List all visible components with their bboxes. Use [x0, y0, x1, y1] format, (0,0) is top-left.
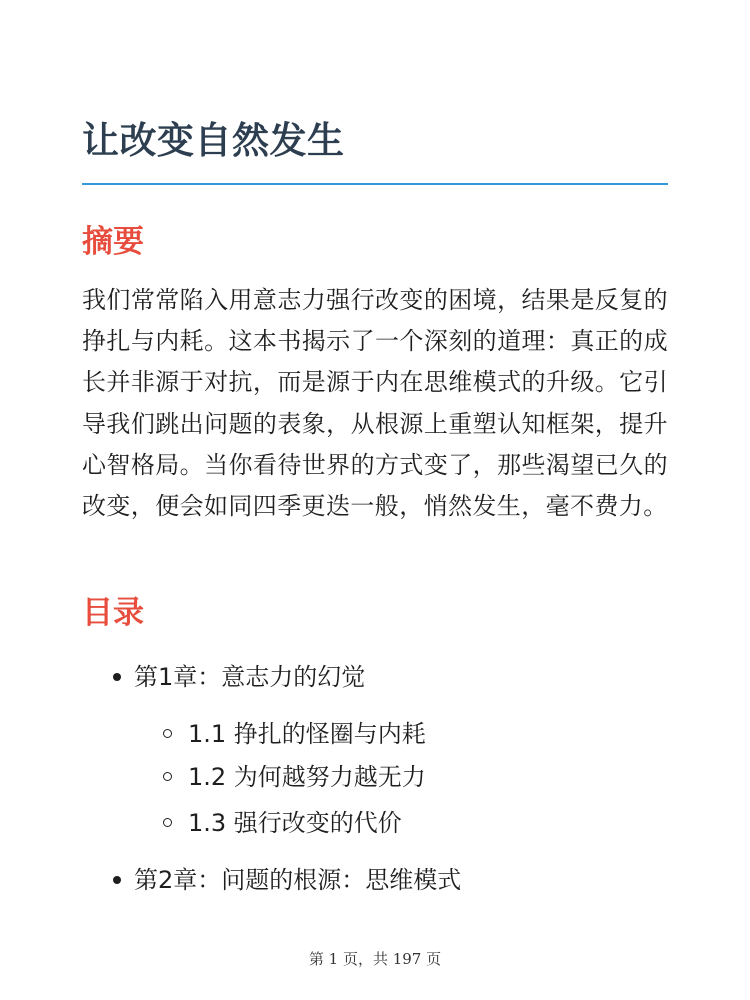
toc-section-1-3[interactable]: 1.3 强行改变的代价	[188, 809, 402, 837]
summary-paragraph: 我们常常陷入用意志力强行改变的困境，结果是反复的挣扎与内耗。这本书揭示了一个深刻的道理：真正的成长并非源于对抗，而是源于内在思维模式的升级。它引导我们跳出问题的表象，从根源上重塑认知框架，提升心智格局。当你看待世界的方式变了，那些渴望已久的改变，便会如同四季更迭一般，悄然发生，毫不费力。	[82, 286, 668, 521]
toc-section-1-2[interactable]: 1.2 为何越努力越无力	[188, 763, 426, 791]
toc-chapter-2[interactable]: 第2章：问题的根源：思维模式	[134, 866, 462, 894]
bullet-dot-icon	[113, 673, 121, 681]
page-title: 让改变自然发生	[82, 119, 345, 162]
page-number: 第 1 页，共 197 页	[308, 950, 442, 968]
bullet-dot-icon	[113, 876, 121, 884]
bullet-circle-icon	[163, 729, 172, 738]
bullet-circle-icon	[163, 818, 172, 827]
toc-chapter-1[interactable]: 第1章：意志力的幻觉	[134, 663, 366, 691]
toc-heading: 目录	[82, 595, 144, 631]
summary-heading: 摘要	[82, 224, 144, 260]
bullet-circle-icon	[163, 772, 172, 781]
toc-section-1-1[interactable]: 1.1 挣扎的怪圈与内耗	[188, 720, 426, 748]
title-divider	[82, 183, 668, 185]
